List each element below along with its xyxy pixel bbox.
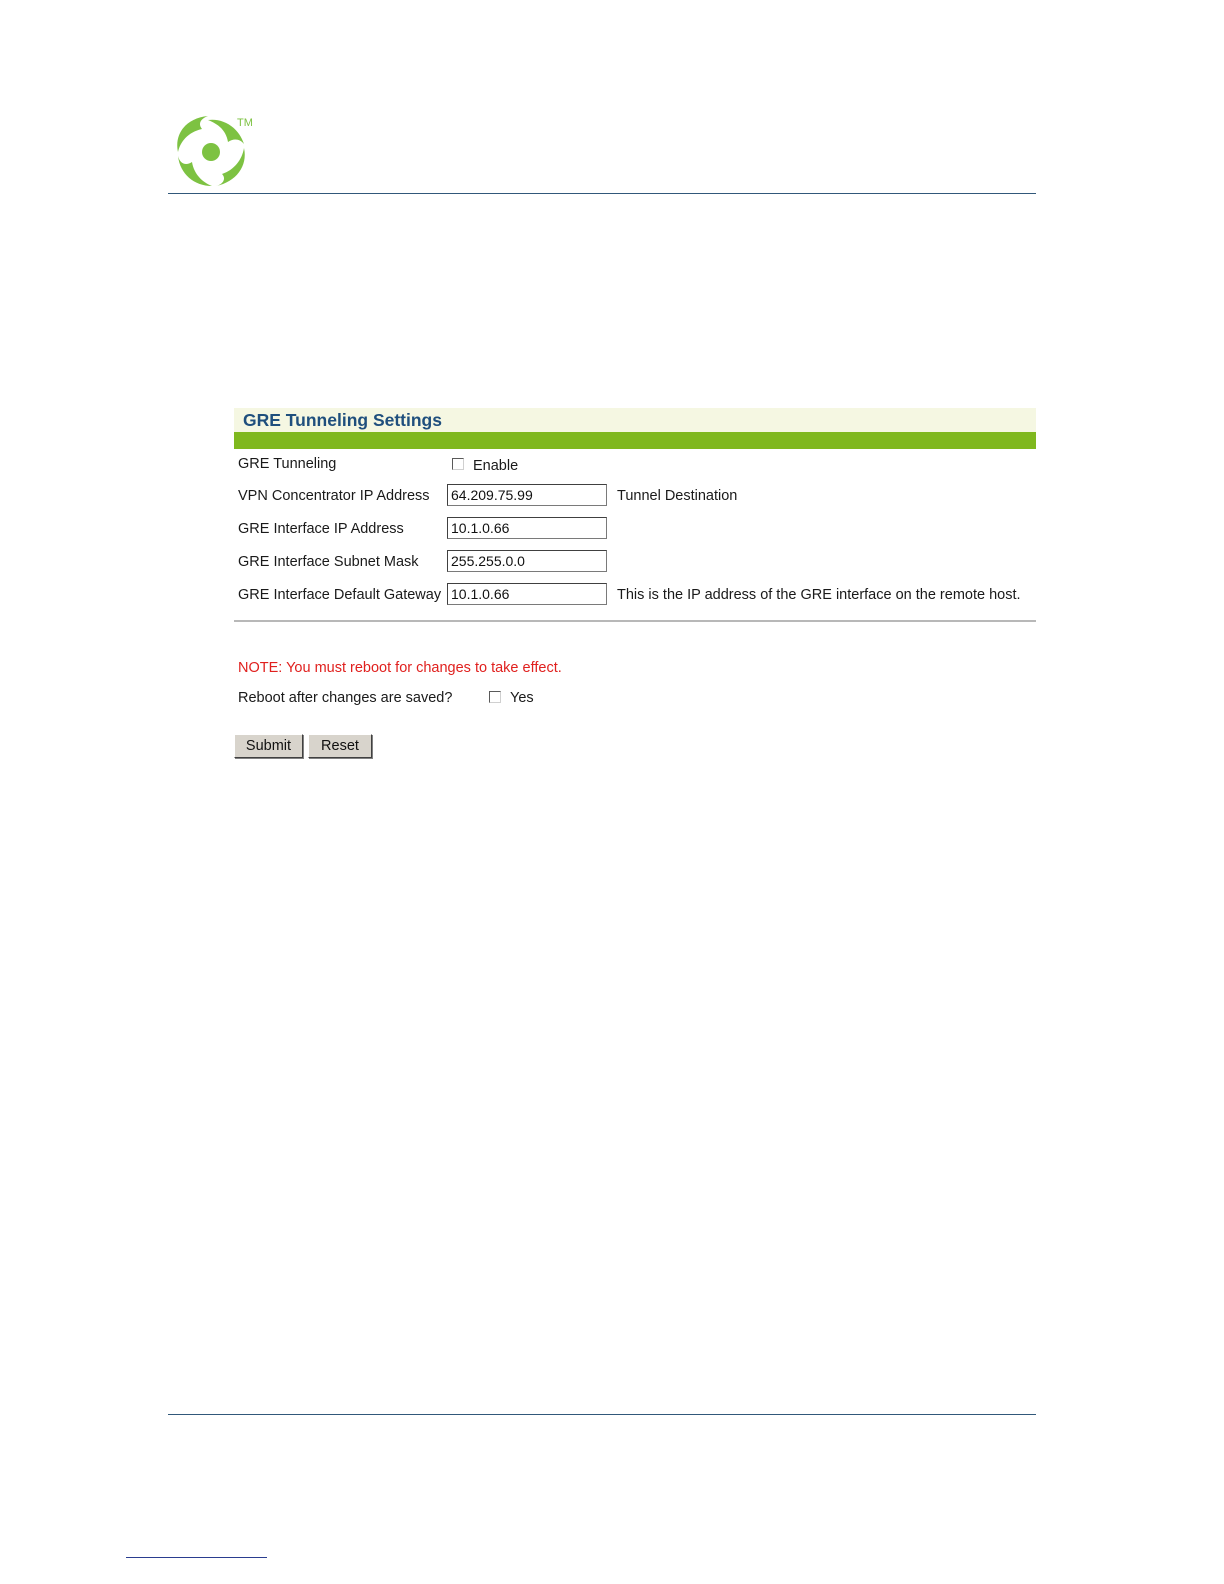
panel-accent-bar [234, 432, 1036, 449]
trademark-text: TM [237, 117, 253, 129]
gre-mask-label: GRE Interface Subnet Mask [238, 554, 419, 570]
panel-title: GRE Tunneling Settings [234, 408, 1036, 432]
footer-link-underline [126, 1557, 267, 1558]
row-gre-tunneling [234, 452, 1036, 476]
gre-settings-panel [234, 408, 1036, 754]
panel-divider [234, 620, 1036, 622]
reset-button[interactable]: Reset [308, 734, 372, 758]
header-rule [168, 193, 1036, 194]
tunnel-destination-hint: Tunnel Destination [617, 488, 738, 504]
gre-ip-label: GRE Interface IP Address [238, 521, 404, 537]
gre-gateway-hint: This is the IP address of the GRE interface on the remote host. [617, 587, 1021, 603]
row-gre-ip [234, 517, 1036, 541]
reboot-yes-checkbox[interactable] [489, 691, 501, 703]
gre-ip-input[interactable] [447, 517, 607, 539]
gre-gateway-label: GRE Interface Default Gateway [238, 587, 442, 603]
row-gre-mask [234, 550, 1036, 574]
swirl-logo-icon [177, 116, 245, 186]
vpn-concentrator-label: VPN Concentrator IP Address [238, 488, 430, 504]
gre-mask-input[interactable] [447, 550, 607, 572]
gre-gateway-input[interactable] [447, 583, 607, 605]
footer-rule [168, 1414, 1036, 1415]
gre-tunneling-label: GRE Tunneling [238, 456, 337, 472]
reboot-label: Reboot after changes are saved? [238, 690, 453, 706]
submit-button[interactable]: Submit [234, 734, 303, 758]
gre-enable-checkbox[interactable] [452, 458, 464, 470]
row-gre-gateway [234, 583, 1036, 607]
company-logo [168, 112, 260, 192]
reboot-yes-label: Yes [510, 690, 534, 706]
vpn-concentrator-input[interactable] [447, 484, 607, 506]
reboot-note: NOTE: You must reboot for changes to take effect. [238, 660, 562, 676]
row-vpn-concentrator [234, 484, 1036, 508]
gre-enable-label: Enable [473, 458, 519, 474]
